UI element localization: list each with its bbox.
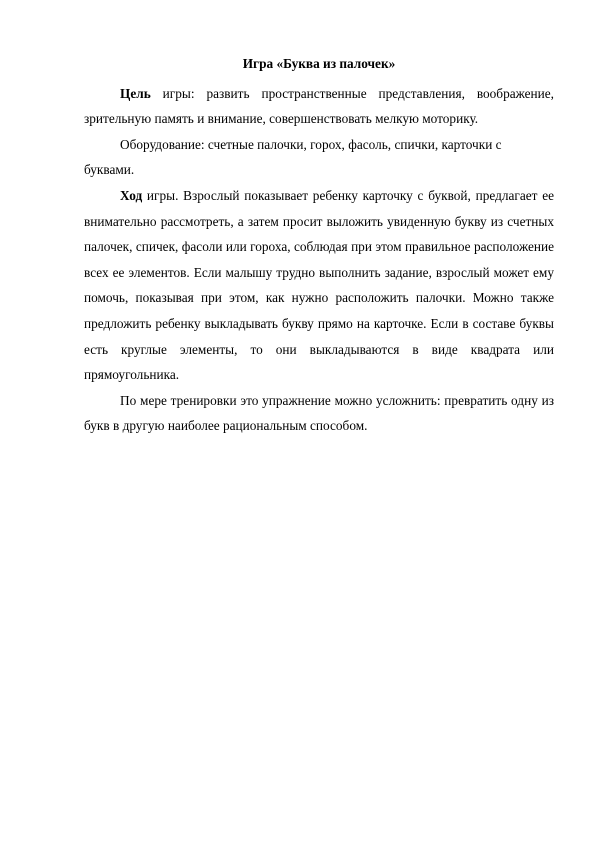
goal-paragraph — [84, 81, 554, 132]
document-body — [84, 51, 554, 439]
goal-text: игры: развить пространственные представления, воображение, зрительную память и внимание, совершенствовать мелкую моторику. — [84, 85, 554, 127]
equipment-text: Оборудование: счетные палочки, горох, фасоль, спички, карточки с буквами. — [84, 136, 502, 178]
procedure-label: Ход — [120, 187, 143, 203]
procedure-text: игры. Взрослый показывает ребенку карточку с буквой, предлагает ее внимательно рассмотреть, а затем просит выложить увиденную букву из счетных палочек, спичек, фасоли или гороха, соблюдая при этом правильное расположение всех ее элементов. Если малышу трудно выполнить задание, взрослый может ему помочь, показывая при этом, как нужно расположить палочки. Можно также предложить ребенку выкладывать букву прямо на карточке. Если в составе буквы есть круглые элементы, то они выкладываются в виде квадрата или прямоугольника. — [84, 187, 554, 383]
equipment-paragraph — [84, 132, 554, 183]
complication-paragraph: По мере тренировки это упражнение можно усложнить: превратить одну из букв в другую наиболее рациональным способом. — [84, 392, 554, 434]
document-title: Игра «Буква из палочек» — [242, 56, 396, 71]
goal-label: Цель — [120, 85, 151, 101]
procedure-paragraph — [84, 183, 554, 388]
